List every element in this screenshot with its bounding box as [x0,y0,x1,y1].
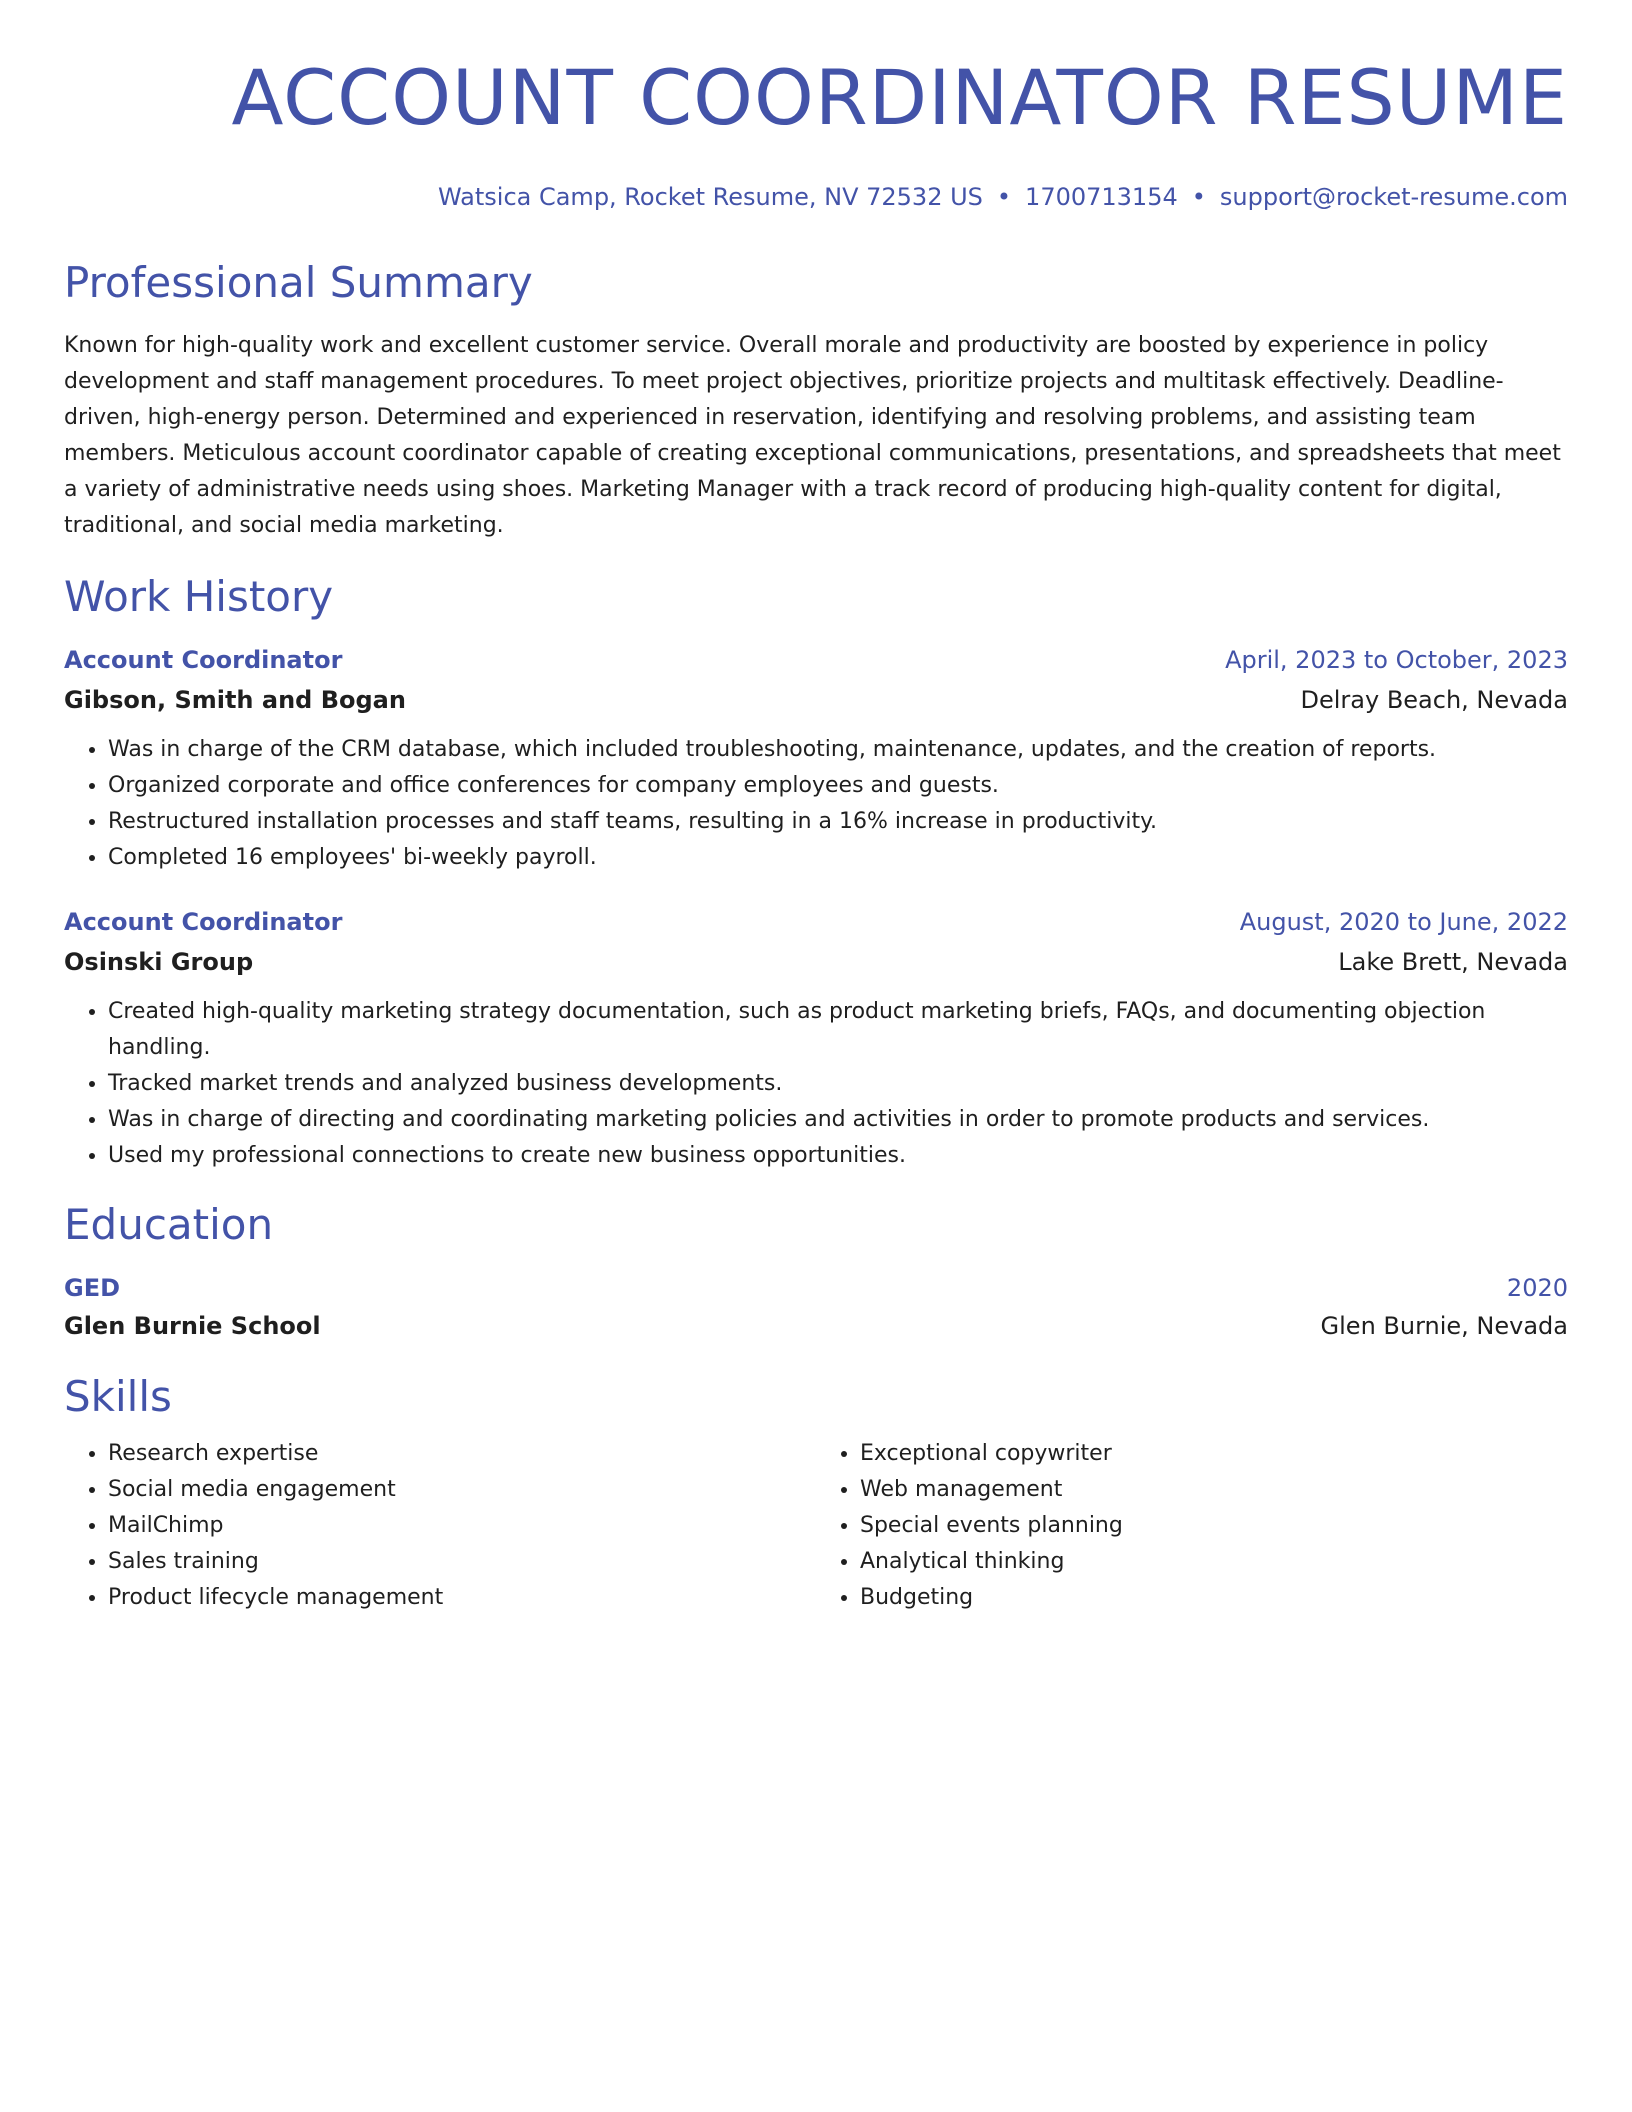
education-heading: Education [64,1200,274,1249]
skill-item: • Special events planning [860,1508,1568,1544]
education-year: 2020 [1506,1274,1568,1302]
contact-address: Watsica Camp, Rocket Resume, NV 72532 US [437,183,983,211]
job-entry [64,906,1568,1174]
education-school: Glen Burnie School [64,1312,321,1340]
job-title: Account Coordinator [64,646,343,674]
summary-heading: Professional Summary [64,258,533,307]
job-employer: Osinski Group [64,948,254,976]
skill-item: • MailChimp [108,1508,816,1544]
contact-separator: • [996,183,1012,211]
job-dates: August, 2020 to June, 2022 [1239,908,1568,936]
work-history-heading: Work History [64,572,334,621]
contact-line [64,182,1568,212]
skills-list [64,1436,1568,1616]
job-bullet: • Was in charge of directing and coordinating marketing policies and activities in order to promote products and services. [108,1102,1568,1138]
job-bullet: • Completed 16 employees' bi-weekly payroll. [108,840,1568,876]
skill-item: • Analytical thinking [860,1544,1568,1580]
skill-item: • Web management [860,1472,1568,1508]
job-entry [64,644,1568,876]
job-bullets [64,732,1568,876]
contact-separator: • [1191,183,1206,211]
education-location: Glen Burnie, Nevada [1320,1312,1568,1340]
job-bullet: • Organized corporate and office conferences for company employees and guests. [108,768,1568,804]
job-bullet: • Restructured installation processes and staff teams, resulting in a 16% increase in productivity. [108,804,1568,840]
job-dates: April, 2023 to October, 2023 [1225,646,1568,674]
skills-heading: Skills [64,1372,172,1421]
job-title: Account Coordinator [64,908,343,936]
skill-item: • Exceptional copywriter [860,1436,1568,1472]
job-location: Delray Beach, Nevada [1300,686,1568,714]
skill-item: • Budgeting [860,1580,1568,1616]
job-bullet: • Was in charge of the CRM database, which included troubleshooting, maintenance, updates, and the creation of reports. [108,732,1568,768]
skill-item: • Social media engagement [108,1472,816,1508]
skills-column-right [816,1436,1568,1616]
summary-text: Known for high-quality work and excellent customer service. Overall morale and productivity are boosted by experience in policy development and staff management procedures. To meet project objectives, prioritize projects and multitask effectively. Deadline-driven, high-energy person. Determined and experienced in reservation, identifying and resolving problems, and assisting team members. Meticulous account coordinator capable of creating exceptional communications, presentations, and spreadsheets that meet a variety of administrative needs using shoes. Marketing Manager with a track record of producing high-quality content for digital, traditional, and social media marketing. [64,333,1561,538]
skills-column-left [64,1436,816,1616]
job-bullets [64,994,1568,1174]
skill-item: • Research expertise [108,1436,816,1472]
education-degree: GED [64,1274,121,1302]
education-entry [64,1272,1568,1342]
skill-item: • Product lifecycle management [108,1580,816,1616]
job-bullet: • Used my professional connections to create new business opportunities. [108,1138,1568,1174]
job-bullet: • Tracked market trends and analyzed business developments. [108,1066,1568,1102]
skill-item: • Sales training [108,1544,816,1580]
job-employer: Gibson, Smith and Bogan [64,686,406,714]
job-bullet: • Created high-quality marketing strategy documentation, such as product marketing briefs, FAQs, and documenting objection handling. [108,994,1568,1066]
resume-title: ACCOUNT COORDINATOR RESUME [231,53,1568,142]
job-location: Lake Brett, Nevada [1338,948,1568,976]
contact-phone: 1700713154 [1025,183,1178,211]
contact-email[interactable]: support@rocket-resume.com [1219,183,1568,211]
